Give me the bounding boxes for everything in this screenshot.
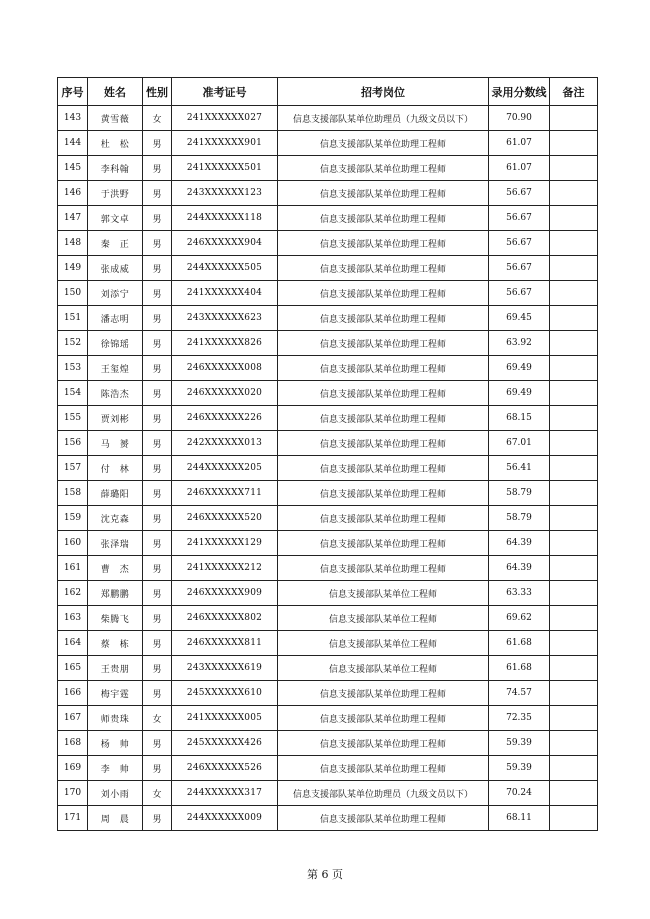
table-row: [58, 331, 598, 356]
table-header-row: [58, 78, 598, 106]
cell-note: [550, 581, 598, 606]
cell-name: 沈克森: [88, 506, 143, 531]
cell-post: 信息支援部队某单位助理工程师: [278, 731, 489, 756]
cell-name: 徐锦瑶: [88, 331, 143, 356]
cell-name: 黄雪薇: [88, 106, 143, 131]
cell-post: 信息支援部队某单位助理工程师: [278, 131, 489, 156]
cell-seq: 149: [58, 256, 88, 281]
cell-post: 信息支援部队某单位助理工程师: [278, 331, 489, 356]
cell-seq: 144: [58, 131, 88, 156]
column-header-post: 招考岗位: [278, 78, 489, 106]
cell-note: [550, 731, 598, 756]
cell-seq: 152: [58, 331, 88, 356]
cell-seq: 159: [58, 506, 88, 531]
cell-ticket-number: 246XXXXXX008: [172, 356, 278, 381]
cell-gender: 男: [143, 756, 172, 781]
cell-gender: 女: [143, 106, 172, 131]
cell-seq: 151: [58, 306, 88, 331]
cell-gender: 男: [143, 406, 172, 431]
cell-name: 潘志明: [88, 306, 143, 331]
cell-name: 刘小雨: [88, 781, 143, 806]
cell-score: 56.67: [489, 231, 550, 256]
table-body: [58, 106, 598, 831]
cell-seq: 168: [58, 731, 88, 756]
cell-note: [550, 356, 598, 381]
column-header-note: 备注: [550, 78, 598, 106]
cell-gender: 男: [143, 256, 172, 281]
cell-post: 信息支援部队某单位助理工程师: [278, 406, 489, 431]
cell-score: 56.67: [489, 206, 550, 231]
cell-seq: 162: [58, 581, 88, 606]
cell-gender: 男: [143, 331, 172, 356]
cell-note: [550, 706, 598, 731]
cell-name: 郭文卓: [88, 206, 143, 231]
cell-ticket-number: 244XXXXXX505: [172, 256, 278, 281]
cell-gender: 男: [143, 281, 172, 306]
cell-gender: 男: [143, 206, 172, 231]
table-row: [58, 456, 598, 481]
cell-gender: 男: [143, 306, 172, 331]
cell-note: [550, 556, 598, 581]
cell-seq: 166: [58, 681, 88, 706]
cell-score: 64.39: [489, 556, 550, 581]
cell-ticket-number: 246XXXXXX802: [172, 606, 278, 631]
cell-note: [550, 381, 598, 406]
cell-post: 信息支援部队某单位助理工程师: [278, 431, 489, 456]
cell-name: 王贵朋: [88, 656, 143, 681]
cell-note: [550, 531, 598, 556]
cell-ticket-number: 241XXXXXX404: [172, 281, 278, 306]
cell-post: 信息支援部队某单位助理工程师: [278, 681, 489, 706]
cell-seq: 165: [58, 656, 88, 681]
cell-ticket-number: 243XXXXXX619: [172, 656, 278, 681]
cell-name: 王玺煌: [88, 356, 143, 381]
cell-gender: 男: [143, 606, 172, 631]
cell-score: 74.57: [489, 681, 550, 706]
cell-gender: 男: [143, 181, 172, 206]
cell-seq: 154: [58, 381, 88, 406]
cell-seq: 169: [58, 756, 88, 781]
cell-post: 信息支援部队某单位助理工程师: [278, 556, 489, 581]
table-row: [58, 506, 598, 531]
cell-note: [550, 256, 598, 281]
cell-ticket-number: 246XXXXXX811: [172, 631, 278, 656]
cell-name: 柴腾飞: [88, 606, 143, 631]
cell-ticket-number: 243XXXXXX123: [172, 181, 278, 206]
table-row: [58, 406, 598, 431]
table-row: [58, 806, 598, 831]
cell-ticket-number: 241XXXXXX826: [172, 331, 278, 356]
cell-score: 70.90: [489, 106, 550, 131]
cell-seq: 150: [58, 281, 88, 306]
table-row: [58, 356, 598, 381]
cell-score: 56.67: [489, 281, 550, 306]
cell-seq: 170: [58, 781, 88, 806]
cell-post: 信息支援部队某单位助理工程师: [278, 356, 489, 381]
cell-score: 61.07: [489, 156, 550, 181]
column-header-name: 姓名: [88, 78, 143, 106]
cell-seq: 158: [58, 481, 88, 506]
cell-note: [550, 206, 598, 231]
cell-name: 付 林: [88, 456, 143, 481]
cell-note: [550, 781, 598, 806]
cell-name: 李科翰: [88, 156, 143, 181]
cell-ticket-number: 246XXXXXX711: [172, 481, 278, 506]
cell-ticket-number: 244XXXXXX009: [172, 806, 278, 831]
cell-post: 信息支援部队某单位助理工程师: [278, 231, 489, 256]
table-row: [58, 706, 598, 731]
cell-ticket-number: 244XXXXXX205: [172, 456, 278, 481]
table-row: [58, 381, 598, 406]
cell-post: 信息支援部队某单位助理工程师: [278, 181, 489, 206]
cell-note: [550, 681, 598, 706]
table-row: [58, 156, 598, 181]
cell-seq: 160: [58, 531, 88, 556]
table-row: [58, 731, 598, 756]
cell-gender: 男: [143, 356, 172, 381]
cell-ticket-number: 241XXXXXX212: [172, 556, 278, 581]
cell-score: 70.24: [489, 781, 550, 806]
cell-name: 梅宇霆: [88, 681, 143, 706]
cell-post: 信息支援部队某单位工程师: [278, 656, 489, 681]
cell-score: 68.11: [489, 806, 550, 831]
cell-post: 信息支援部队某单位助理工程师: [278, 706, 489, 731]
table-row: [58, 431, 598, 456]
cell-score: 63.33: [489, 581, 550, 606]
table-row: [58, 531, 598, 556]
cell-post: 信息支援部队某单位助理工程师: [278, 156, 489, 181]
cell-name: 张成威: [88, 256, 143, 281]
cell-gender: 男: [143, 731, 172, 756]
cell-seq: 155: [58, 406, 88, 431]
cell-gender: 男: [143, 681, 172, 706]
column-header-ticket: 准考证号: [172, 78, 278, 106]
cell-score: 72.35: [489, 706, 550, 731]
cell-note: [550, 431, 598, 456]
table-row: [58, 781, 598, 806]
cell-name: 薛璐阳: [88, 481, 143, 506]
cell-score: 68.15: [489, 406, 550, 431]
cell-gender: 男: [143, 506, 172, 531]
cell-ticket-number: 246XXXXXX909: [172, 581, 278, 606]
cell-score: 69.45: [489, 306, 550, 331]
cell-score: 56.67: [489, 256, 550, 281]
table-row: [58, 306, 598, 331]
cell-score: 61.07: [489, 131, 550, 156]
cell-note: [550, 456, 598, 481]
cell-seq: 148: [58, 231, 88, 256]
cell-seq: 161: [58, 556, 88, 581]
cell-note: [550, 656, 598, 681]
cell-name: 于洪野: [88, 181, 143, 206]
table-row: [58, 631, 598, 656]
cell-note: [550, 231, 598, 256]
cell-ticket-number: 246XXXXXX520: [172, 506, 278, 531]
column-header-score: 录用分数线: [489, 78, 550, 106]
cell-seq: 146: [58, 181, 88, 206]
cell-note: [550, 406, 598, 431]
cell-seq: 171: [58, 806, 88, 831]
cell-post: 信息支援部队某单位助理工程师: [278, 456, 489, 481]
cell-note: [550, 106, 598, 131]
cell-seq: 153: [58, 356, 88, 381]
table-row: [58, 281, 598, 306]
cell-score: 69.49: [489, 381, 550, 406]
cell-note: [550, 131, 598, 156]
cell-score: 56.67: [489, 181, 550, 206]
cell-ticket-number: 246XXXXXX226: [172, 406, 278, 431]
column-header-seq: 序号: [58, 78, 88, 106]
cell-note: [550, 306, 598, 331]
cell-post: 信息支援部队某单位工程师: [278, 606, 489, 631]
cell-ticket-number: 241XXXXXX901: [172, 131, 278, 156]
cell-score: 61.68: [489, 656, 550, 681]
cell-note: [550, 506, 598, 531]
cell-name: 张泽瑞: [88, 531, 143, 556]
cell-gender: 男: [143, 156, 172, 181]
cell-name: 郑鹏鹏: [88, 581, 143, 606]
cell-post: 信息支援部队某单位工程师: [278, 581, 489, 606]
cell-post: 信息支援部队某单位工程师: [278, 631, 489, 656]
cell-post: 信息支援部队某单位助理工程师: [278, 206, 489, 231]
cell-post: 信息支援部队某单位助理工程师: [278, 806, 489, 831]
cell-gender: 男: [143, 381, 172, 406]
cell-post: 信息支援部队某单位助理员（九级文员以下）: [278, 106, 489, 131]
cell-post: 信息支援部队某单位助理工程师: [278, 756, 489, 781]
cell-post: 信息支援部队某单位助理工程师: [278, 506, 489, 531]
cell-ticket-number: 243XXXXXX623: [172, 306, 278, 331]
cell-post: 信息支援部队某单位助理工程师: [278, 381, 489, 406]
cell-seq: 163: [58, 606, 88, 631]
cell-score: 59.39: [489, 756, 550, 781]
cell-score: 64.39: [489, 531, 550, 556]
cell-name: 贾刘彬: [88, 406, 143, 431]
cell-score: 63.92: [489, 331, 550, 356]
cell-ticket-number: 246XXXXXX904: [172, 231, 278, 256]
cell-ticket-number: 241XXXXXX129: [172, 531, 278, 556]
table-row: [58, 481, 598, 506]
cell-seq: 145: [58, 156, 88, 181]
page-number: 第 6 页: [307, 868, 343, 881]
cell-score: 59.39: [489, 731, 550, 756]
cell-gender: 男: [143, 231, 172, 256]
cell-ticket-number: 241XXXXXX027: [172, 106, 278, 131]
cell-name: 曹 杰: [88, 556, 143, 581]
cell-post: 信息支援部队某单位助理工程师: [278, 306, 489, 331]
table-row: [58, 231, 598, 256]
table-row: [58, 606, 598, 631]
table-row: [58, 131, 598, 156]
cell-note: [550, 281, 598, 306]
cell-gender: 女: [143, 706, 172, 731]
cell-ticket-number: 246XXXXXX526: [172, 756, 278, 781]
cell-name: 秦 正: [88, 231, 143, 256]
cell-score: 58.79: [489, 506, 550, 531]
cell-note: [550, 631, 598, 656]
cell-seq: 167: [58, 706, 88, 731]
table-row: [58, 581, 598, 606]
cell-name: 刘添宁: [88, 281, 143, 306]
cell-note: [550, 331, 598, 356]
cell-gender: 男: [143, 556, 172, 581]
cell-name: 杜 松: [88, 131, 143, 156]
cell-note: [550, 756, 598, 781]
cell-post: 信息支援部队某单位助理工程师: [278, 256, 489, 281]
cell-name: 马 赟: [88, 431, 143, 456]
table-row: [58, 256, 598, 281]
cell-gender: 男: [143, 656, 172, 681]
table-row: [58, 756, 598, 781]
cell-ticket-number: 244XXXXXX118: [172, 206, 278, 231]
cell-seq: 164: [58, 631, 88, 656]
cell-ticket-number: 246XXXXXX020: [172, 381, 278, 406]
table-row: [58, 181, 598, 206]
cell-score: 61.68: [489, 631, 550, 656]
cell-name: 师贵珠: [88, 706, 143, 731]
cell-post: 信息支援部队某单位助理工程师: [278, 481, 489, 506]
cell-gender: 男: [143, 581, 172, 606]
cell-gender: 男: [143, 481, 172, 506]
admission-score-table: [57, 77, 598, 831]
cell-ticket-number: 245XXXXXX426: [172, 731, 278, 756]
cell-gender: 男: [143, 631, 172, 656]
cell-ticket-number: 242XXXXXX013: [172, 431, 278, 456]
cell-seq: 157: [58, 456, 88, 481]
cell-note: [550, 806, 598, 831]
cell-name: 蔡 栋: [88, 631, 143, 656]
column-header-gender: 性别: [143, 78, 172, 106]
cell-ticket-number: 241XXXXXX501: [172, 156, 278, 181]
cell-gender: 女: [143, 781, 172, 806]
cell-gender: 男: [143, 456, 172, 481]
cell-seq: 147: [58, 206, 88, 231]
cell-score: 58.79: [489, 481, 550, 506]
table-row: [58, 556, 598, 581]
table-row: [58, 106, 598, 131]
cell-score: 67.01: [489, 431, 550, 456]
cell-post: 信息支援部队某单位助理工程师: [278, 531, 489, 556]
cell-name: 陈浩杰: [88, 381, 143, 406]
cell-ticket-number: 245XXXXXX610: [172, 681, 278, 706]
cell-name: 周 晨: [88, 806, 143, 831]
cell-gender: 男: [143, 531, 172, 556]
cell-score: 56.41: [489, 456, 550, 481]
cell-post: 信息支援部队某单位助理员（九级文员以下）: [278, 781, 489, 806]
cell-gender: 男: [143, 431, 172, 456]
cell-name: 李 帅: [88, 756, 143, 781]
cell-score: 69.49: [489, 356, 550, 381]
table-row: [58, 681, 598, 706]
cell-seq: 156: [58, 431, 88, 456]
cell-gender: 男: [143, 806, 172, 831]
cell-note: [550, 156, 598, 181]
table-row: [58, 206, 598, 231]
cell-ticket-number: 241XXXXXX005: [172, 706, 278, 731]
cell-post: 信息支援部队某单位助理工程师: [278, 281, 489, 306]
table-row: [58, 656, 598, 681]
cell-gender: 男: [143, 131, 172, 156]
cell-score: 69.62: [489, 606, 550, 631]
cell-note: [550, 606, 598, 631]
roster-sheet: [57, 77, 597, 831]
cell-ticket-number: 244XXXXXX317: [172, 781, 278, 806]
cell-note: [550, 481, 598, 506]
cell-seq: 143: [58, 106, 88, 131]
cell-note: [550, 181, 598, 206]
cell-name: 杨 帅: [88, 731, 143, 756]
